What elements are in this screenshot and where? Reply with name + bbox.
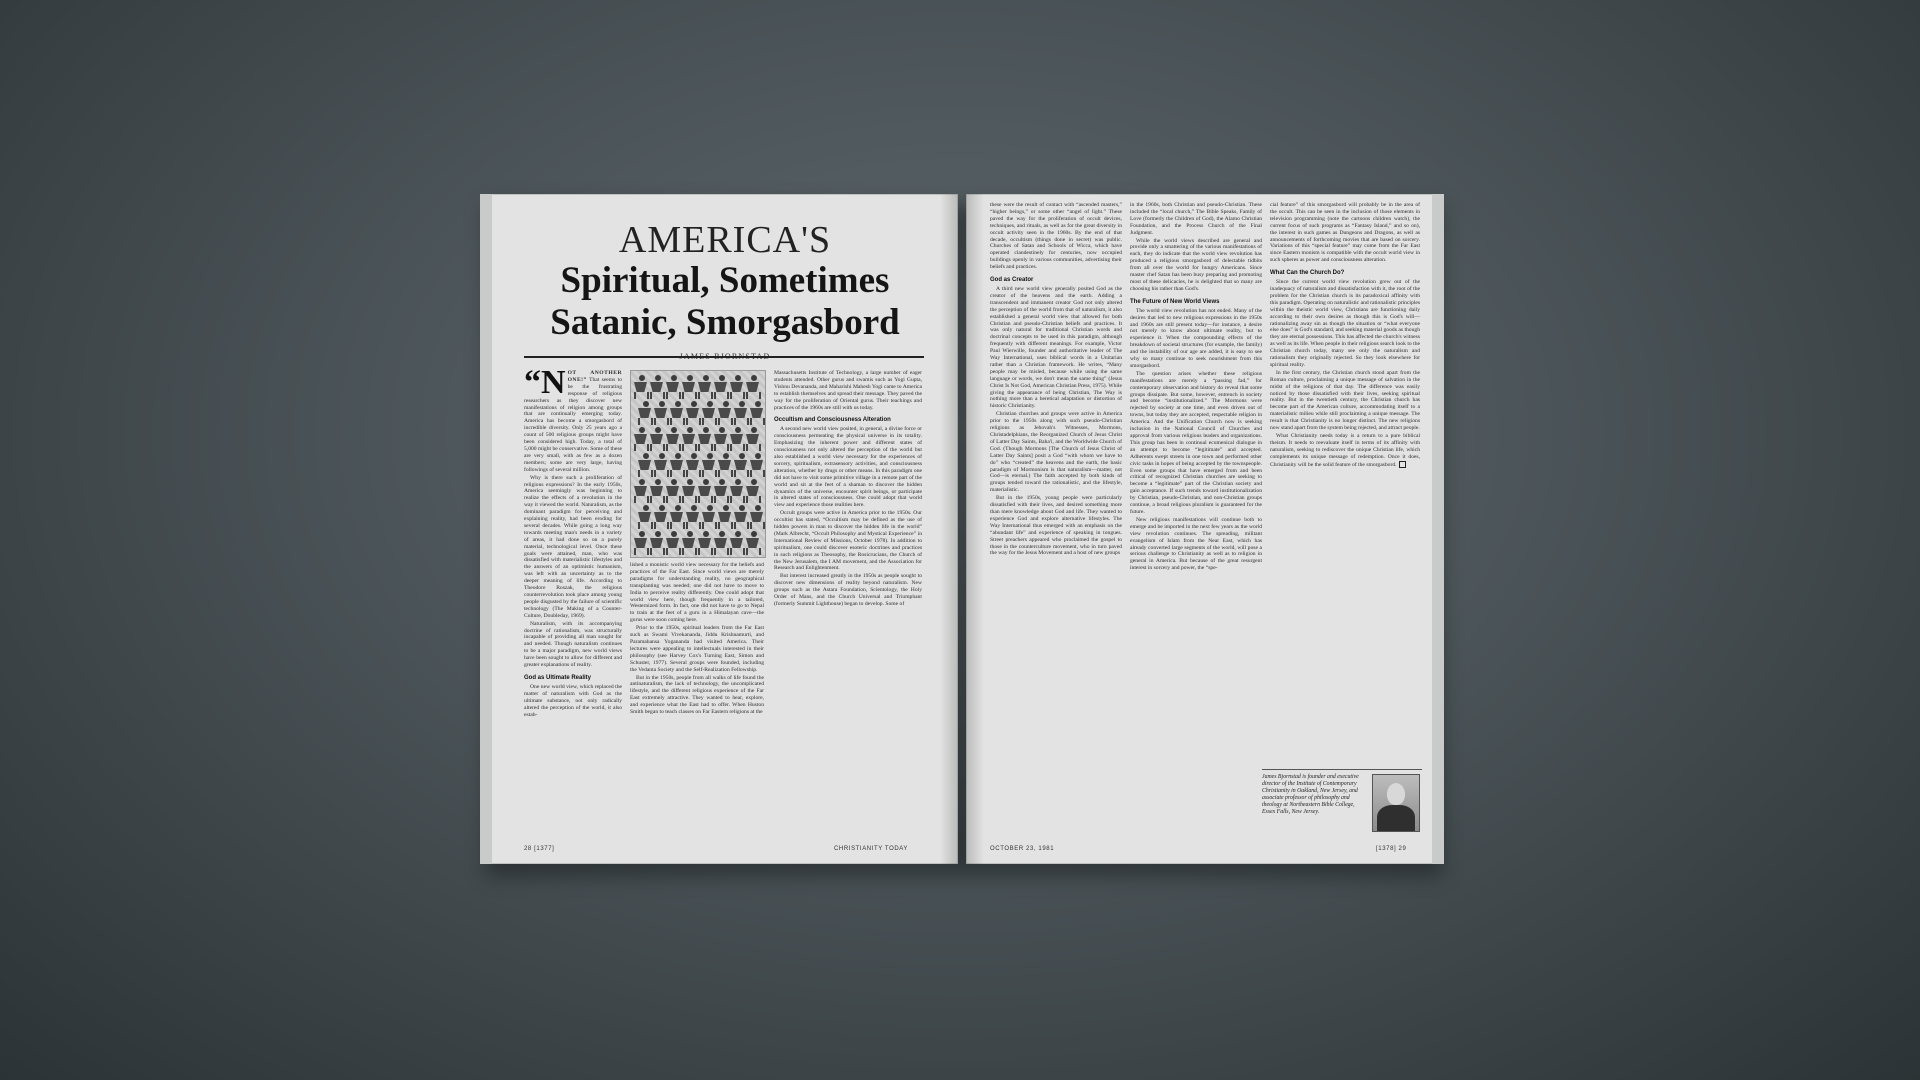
paragraph: But in the 1950s, young people were particularly dissatisfied with their lives, and desired something more than mere knowledge about God and life. They wanted to experience God and explore alternative lifestyles. The Way International thus emerged with an emphasis on the “abundant life” and experience of speaking in tongues. Street preachers appeared who proclaimed the gospel to those in the counterculture movement, who in turn paved the way for the Jesus Movement and a host of new groups <box>990 495 1122 557</box>
opening-text: That seems to be the frustrating response of religious researchers as they discover new manifestations of religion among groups that are continually emerging today. America has become a smorgasbord of incredible diversity. Only 25 years ago a count of 500 religious groups might have been considered high. Today, a total of 5,000 might be conservative. Some of these are very small, with as few as a dozen members; some are very large, having followings of several million. <box>524 376 622 473</box>
paper-doll-figure <box>654 505 669 529</box>
paper-doll-figure <box>734 453 749 477</box>
paper-doll-figure <box>666 531 681 555</box>
author-photo <box>1372 774 1420 832</box>
page-number-left: 28 [1377] <box>524 846 555 852</box>
page-edge <box>1432 194 1444 864</box>
paper-doll-figure <box>654 453 669 477</box>
paper-doll-figure <box>682 375 697 399</box>
paper-doll-figure <box>634 427 649 451</box>
paragraph: Since the current world view revolution grew out of the inadequacy of naturalism and dissatisfaction with it, the root of the problem for the Christian church is its paradoxical affinity with this paradigm. Operating on naturalistic and rationalistic principles within the theistic world view, Christians are functioning daily according to their own desires as though this is God's will—rationalizing away sin as though the situation or “what everyone else does” is God's standard, and seeking material goods as though they are eternal possessions. This has affected the church's witness as well as its life. When people in their religious search look to the Christian church today, many see only the naturalism and rationalism they originally rejected. So they look elsewhere for spiritual reality. <box>1270 279 1420 368</box>
column-6 <box>1270 202 1420 469</box>
paragraph: One new world view, which replaced the matter of naturalism with God as the ultimate substance, not only radically altered the perception of the world, it also estab- <box>524 683 622 718</box>
paper-doll-figure <box>634 479 649 503</box>
column-1 <box>524 364 622 719</box>
subheading: God as Ultimate Reality <box>524 674 592 681</box>
headline-rule <box>524 356 924 358</box>
paper-doll-figure <box>666 427 681 451</box>
paper-doll-figure <box>718 453 733 477</box>
paper-doll-figure <box>650 375 665 399</box>
paper-doll-figure <box>714 479 729 503</box>
paragraph: In the first century, the Christian church stood apart from the Roman culture, proclaiming a unique message of salvation in the midst of the religions of that day. The difference was easily noticed by those dissatisfied with their lives, seeking spiritual reality. But in the twentieth century, the Christian church has become part of the American culture, accommodating itself to a materialistic milieu while still proclaiming a unique message. The result is that Christianity is no longer distinct. The new religions now stand apart from the system being rejected, and attract people. <box>1270 369 1420 432</box>
right-page <box>966 194 1444 864</box>
paragraph: The question arises whether these religious manifestations are merely a “passing fad,” for contemporary observation and history do reveal that some groups dissipate. But some, however, entrench in society and become “institutionalized.” The Mormons were rejected by society at one time, and even driven out of towns, but today they are accepted, respectable religion in America. And the Unification Church now is seeking inclusion in the National Council of Churches and approval from various religious leaders and organizations. This group has been in continual ecumenical dialogue in an attempt to become “legitimate” and accepted. Adherents swept streets in one town and performed other civic tasks in hopes of being accepted by the townspeople. Even some groups that have emerged from and been critical of recognized Christian churches are seeking to become a “legitimate” part of the Christian society and gain acceptance. If such trends toward institutionalization by Christian, pseudo-Christian, and non-Christian groups continue, a broad religious pluralism is guaranteed for the future. <box>1130 370 1262 515</box>
author-photo-body <box>1377 805 1415 832</box>
headline-kicker: AMERICA'S <box>618 219 832 261</box>
opening-paragraph <box>524 364 622 474</box>
paper-dolls-illustration <box>630 370 766 558</box>
paragraph: Why is there such a proliferation of religious expressions? In the early 1950s, America seemingly was beginning to realize the effects of a revolution in the way it viewed the world. Naturalism, as the dominant paradigm for perceiving and explaining reality, had been eroding for several decades. While going a long way towards meeting man's needs in a variety of areas, it had done so on a purely material, technological level. Once these goals were attained, man, who was dissatisfied with materialistic lifestyles and the answers of an optimistic humanism, was left with an uncertainty as to the deeper meaning of life. According to Theodore Roszak, the religious counterrevolution took place among young people disgusted by the failure of scientific technology (The Making of a Counter-Culture, Doubleday, 1969). <box>524 474 622 619</box>
magazine-name: CHRISTIANITY TODAY <box>834 846 909 852</box>
paper-doll-figure <box>682 427 697 451</box>
drop-cap: “N <box>524 364 566 401</box>
paper-doll-figure <box>734 505 749 529</box>
page-edge <box>480 194 492 864</box>
paper-doll-figure <box>702 401 717 425</box>
column-2-lower <box>630 562 764 717</box>
headline-line-1: Spiritual, Sometimes <box>560 260 890 301</box>
paper-doll-figure <box>698 375 713 399</box>
paper-doll-figure <box>746 375 761 399</box>
issue-date: OCTOBER 23, 1981 <box>990 846 1055 852</box>
gutter-shadow <box>966 194 984 864</box>
paragraph: While the world views described are general and provide only a smattering of the various manifestations of each, they do indicate that the world view revolution has produced a religious smorgasbord of delectable tidbits from all over the world for hungry Americans. Since master chef Satan has been busy preparing and promoting most of these delicacies, he is delighted that so many are choosing his rather than God's. <box>1130 237 1262 292</box>
paper-doll-figure <box>650 479 665 503</box>
paragraph: cial feature” of this smorgasbord will probably be in the area of the occult. This can be seen in the inclusion of those elements in television programming (note the cartoons children watch), the current focus of such programs as “Fantasy Island,” and so on), the interest in such games as Dungeons and Dragons, as well as announcements of forthcoming movies that are based on sorcery. Variations of this “special feature” may come from the Far East since Eastern monism is compatible with the occult world view in such spheres as power and consciousness alteration. <box>1270 202 1420 264</box>
paragraph: But interest increased greatly in the 1950s as people sought to discover new dimensions of reality beyond naturalism. New groups such as the Astara Foundation, Scientology, the Holy Order of Mans, and the Church Universal and Triumphant (formerly Summit Lighthouse) began to develop. Some of <box>774 573 922 607</box>
paper-doll-figure <box>670 401 685 425</box>
paper-doll-figure <box>686 505 701 529</box>
subheading: The Future of New World Views <box>1130 298 1220 305</box>
article-headline <box>520 220 930 361</box>
paper-doll-figure <box>730 479 745 503</box>
headline-line-2: Satanic, Smorgasbord <box>550 302 900 343</box>
paper-doll-figure <box>730 375 745 399</box>
paragraph: these were the result of contact with “ascended masters,” “higher beings,” or some other “angel of light.” These paved the way for the proliferation of occult devices, techniques, and rituals, as well as for the great diversity in occult activity seen in the 1960s. By the end of that decade, occultism (things done in secret) was public. Churches of Satan and Schools of Wicca, which have operated clandestinely for centuries, now occupied buildings openly in various communities, advertising their beliefs and practices. <box>990 202 1122 271</box>
author-photo-head <box>1387 783 1405 805</box>
paragraph <box>1270 433 1420 468</box>
column-4 <box>990 202 1122 558</box>
paragraph: A second new world view posited, in general, a divine force or consciousness permeating the physical universe in its totality. Emphasizing the inherent power and different states of consciousness not only altered the perception of the world but also established a world view necessary for the experiences of sorcery, spiritualism, extrasensory activities, and consciousness alteration, whether by drugs or other means. In this paradigm one did not have to visit some primitive village in a remote part of the world and sit at the feet of a shaman to discover the hidden dynamics of the universe, encounter spirit beings, or participate in altered states of consciousness. One could adopt that world view and experience those realities here. <box>774 426 922 509</box>
paper-doll-figure <box>746 531 761 555</box>
paper-doll-figure <box>634 375 649 399</box>
gutter-shadow <box>940 194 958 864</box>
paper-doll-figure <box>698 479 713 503</box>
paper-doll-figure <box>750 505 765 529</box>
paper-doll-figure <box>702 505 717 529</box>
paper-doll-figure <box>686 453 701 477</box>
paper-doll-figure <box>682 531 697 555</box>
paper-doll-figure <box>746 427 761 451</box>
column-5 <box>1130 202 1262 573</box>
paper-doll-figure <box>670 453 685 477</box>
paper-doll-figure <box>666 479 681 503</box>
paper-doll-figure <box>698 427 713 451</box>
paper-doll-figure <box>654 401 669 425</box>
paragraph: The world view revolution has not ended. Many of the desires that led to new religious expressions in the 1950s and 1960s are still present today—for instance, a desire not merely to know about ultimate reality, but to experience it. When the compounding effects of the breakdown of societal structures (for example, the family) and the instability of our age are added, it is easy to see why so many continue to seek nourishment from this smorgasbord. <box>1130 307 1262 369</box>
subheading: What Can the Church Do? <box>1270 270 1345 277</box>
paper-doll-figure <box>698 531 713 555</box>
subheading: Occultism and Consciousness Alteration <box>774 417 891 424</box>
bio-rule <box>1262 769 1422 770</box>
paper-doll-figure <box>638 453 653 477</box>
end-mark-icon <box>1399 461 1406 468</box>
paper-doll-figure <box>750 453 765 477</box>
paper-doll-figure <box>730 427 745 451</box>
closing-text: What Christianity needs today is a return to a pure biblical theism. It needs to reevaluate itself in terms of its affinity with naturalism, seeking to rediscover the unique Christian life, which complements its unique message of redemption. Once it does, Christianity will be the solid feature of the smorgasbord. <box>1270 433 1420 468</box>
paper-doll-figure <box>746 479 761 503</box>
page-number-right: [1378] 29 <box>1376 846 1407 852</box>
paper-doll-figure <box>750 401 765 425</box>
paper-doll-figure <box>714 375 729 399</box>
author-bio: James Bjornstad is founder and executive director of the Institute of Contemporary Christianity in Oakland, New Jersey, and associate professor of philosophy and theology at Northeastern Bible College, Essex Falls, New Jersey. <box>1262 774 1359 815</box>
paragraph: Christian churches and groups were active in America prior to the 1950s along with such pseudo-Christian religions as Jehovah's Witnesses, Mormons, Christadelphians, the Reorganized Church of Jesus Christ of Latter Day Saints, Baha'i, and the Worldwide Church of God. (Though Mormons [The Church of Jesus Christ of Latter Day Saints] posit a God “with whom we have to do” who “created” the heavens and the earth, the basic paradigm of Mormonism is that naturalism—matter, not God—is eternal.) The faith accepted by both kinds of groups tended toward the rationalistic, and the lifestyle, materialistic. <box>990 411 1122 494</box>
paragraph: lished a monistic world view necessary for the beliefs and practices of the Far East. Since world views are merely paradigms for understanding reality, no geographical transplanting was needed; one did not have to move to India to perceive reality differently. One could adopt that world view here, though frequently in a tailored, Westernized form. In fact, one did not have to go to Nepal to train at the feet of a guru in a Himalayan cave—the gurus were soon coming here. <box>630 562 764 624</box>
magazine-spread <box>480 194 1444 870</box>
paragraph: Naturalism, with its accompanying doctrine of rationalism, was structurally incapable of providing all man sought for and needed. Though naturalism continues to be a major paradigm, new world views have been sought to allow for different and greater explanations of reality. <box>524 620 622 669</box>
paper-doll-figure <box>638 505 653 529</box>
paragraph: in the 1960s, both Christian and pseudo-Christian. These included the “local church,” The Bible Speaks, Family of Love (formerly the Children of God), the Alamo Christian Foundation, and the Process Church of the Final Judgment. <box>1130 202 1262 236</box>
paper-doll-figure <box>718 505 733 529</box>
paragraph: Occult groups were active in America prior to the 1950s. Our occultist has stated, “Occultism may be defined as the use of hidden powers in man to discover the hidden life in the world” (Mark Albrecht, “Occult Philosophy and Mystical Experience” in International Review of Missions, October 1978). In addition to spiritualism, one could discover esoteric doctrines and practices in such religions as Theosophy, the Rosicrucians, the Church of the New Jerusalem, the I AM movement, and the Association for Research and Enlightenment. <box>774 510 922 572</box>
paper-doll-figure <box>730 531 745 555</box>
paragraph: A third new world view generally posited God as the creator of the heavens and the earth. Adding a transcendent and immanent creator God not only altered the perception of the world from that of naturalism, it also established a general world view that allowed for both Christian and pseudo-Christian beliefs and practices. It was only natural for traditional Christian words and doctrinal concepts to be used in this paradigm, although frequently with different meanings. For example, Victor Paul Wierwille, founder and authoritative leader of The Way International, uses biblical words in a Unitarian rather than a Christian framework. He writes, “Many people may be misled, because while using the same language or words, we don't mean the same thing” (Jesus Christ Is Not God, American Christian Press, 1975). While giving the appearance of being Christian, The Way is nothing more than a heretical adaptation or distortion of historic Christianity. <box>990 285 1122 410</box>
paper-doll-figure <box>650 427 665 451</box>
paper-doll-figure <box>638 401 653 425</box>
paragraph: New religious manifestations will continue both to emerge and be imported in the next few years as the world view revolution continues. The spreading, militant evangelism of Islam from the Near East, which has already converted large segments of the world, will pose a serious challenge to Christianity as well as to religion in general in America. But because of the great resurgent interest in sorcery and power, the “spe- <box>1130 516 1262 572</box>
paper-doll-figure <box>670 505 685 529</box>
paper-doll-figure <box>666 375 681 399</box>
subheading: God as Creator <box>990 277 1034 284</box>
paper-doll-figure <box>714 531 729 555</box>
column-3 <box>774 370 922 609</box>
paper-doll-figure <box>686 401 701 425</box>
paper-doll-figure <box>714 427 729 451</box>
paper-doll-figure <box>650 531 665 555</box>
paper-doll-figure <box>718 401 733 425</box>
paper-doll-figure <box>734 401 749 425</box>
paper-doll-figure <box>682 479 697 503</box>
paragraph: But in the 1950s, people from all walks of life found the antinaturalism, the lack of technology, the uncomplicated lifestyle, and the different religious experience of the Far East extremely attractive. They wanted to hear, explore, and experience what the East had to offer. When Huston Smith began to teach classes on Far Eastern religions at the <box>630 674 764 716</box>
left-page <box>480 194 958 864</box>
paper-doll-figure <box>702 453 717 477</box>
opening-smallcaps: OT ANOTHER ONE!” <box>567 370 622 383</box>
paragraph: Prior to the 1950s, spiritual leaders from the Far East such as Swami Vivekananda, Jiddu Krishnamurti, and Paramahansa Yogananda had visited America. Their lectures were appealing to intellectuals interested in their philosophy (see Harvey Cox's Turning East, Simon and Schuster, 1977). Several groups were founded, including the Vedanta Society and the Self-Realization Fellowship. <box>630 625 764 673</box>
paragraph: Massachusetts Institute of Technology, a large number of eager students attended. Other gurus and swamis such as Yogi Gupta, Vishnu Devananda, and Maharishi Mahesh Yogi came to America to establish themselves and spread their message. They paved the way for the proliferation of Oriental gurus. Their teachings and practices of the 1960s are still with us today. <box>774 370 922 411</box>
paper-doll-figure <box>634 531 649 555</box>
